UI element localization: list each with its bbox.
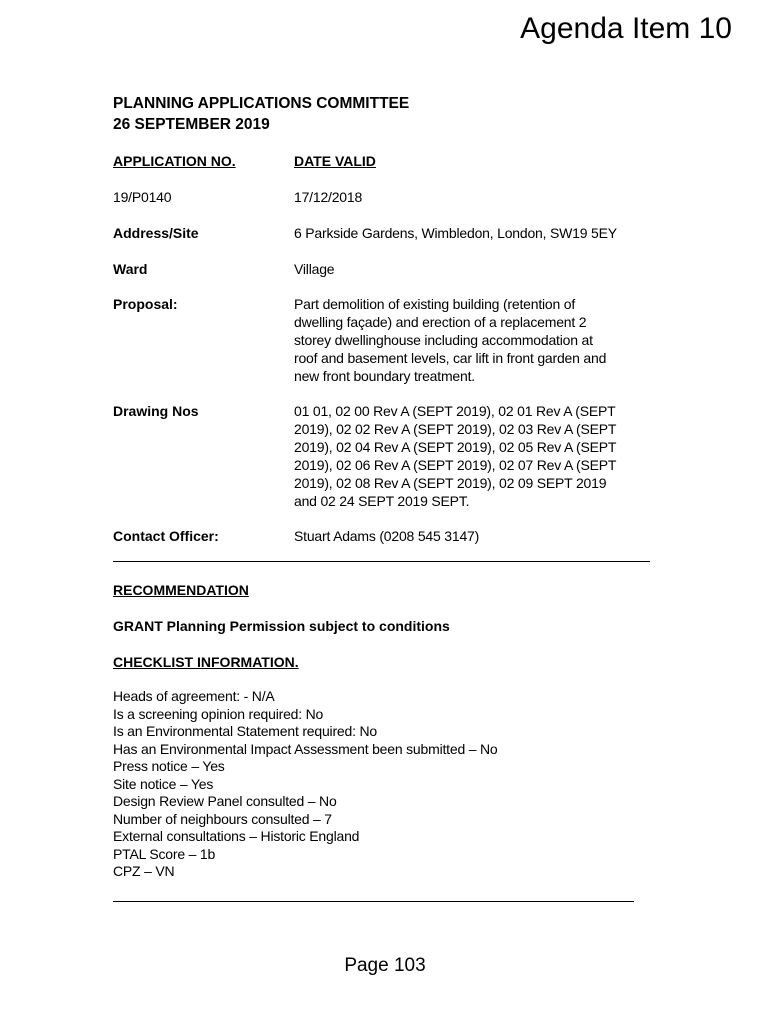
drawing-nos-text: 01 01, 02 00 Rev A (SEPT 2019), 02 01 Rev A (SEPT 2019), 02 02 Rev A (SEPT 2019), 02 03 Rev A (SEPT 2019), 02 04 Rev A (SEPT 2019), 02 05 Rev A (SEPT 2019), 02 06 Rev A (SEPT 2019), 02 07 Rev A (SEPT 2019), 02 08 Rev A (SEPT 2019), 02 09 SEPT 2019 and 02 24 SEPT 2019 SEPT. bbox=[294, 403, 617, 509]
address-label: Address/Site bbox=[113, 225, 199, 241]
application-no-label: APPLICATION NO. bbox=[113, 153, 236, 169]
agenda-item-heading: Agenda Item 10 bbox=[520, 12, 732, 45]
proposal-label: Proposal: bbox=[113, 296, 178, 312]
checklist-item: CPZ – VN bbox=[113, 863, 175, 879]
checklist-list bbox=[113, 688, 498, 881]
address-value: 6 Parkside Gardens, Wimbledon, London, SW19 5EY bbox=[294, 225, 617, 241]
checklist-item: Number of neighbours consulted – 7 bbox=[113, 810, 332, 827]
committee-title: PLANNING APPLICATIONS COMMITTEE bbox=[113, 95, 410, 112]
checklist-item: Site notice – Yes bbox=[113, 775, 214, 792]
checklist-item: Design Review Panel consulted – No bbox=[113, 793, 337, 809]
checklist-item: Heads of agreement: - N/A bbox=[113, 688, 275, 704]
checklist-divider bbox=[113, 901, 634, 902]
ward-value: Village bbox=[294, 261, 335, 277]
contact-officer-label: Contact Officer: bbox=[113, 528, 219, 544]
checklist-item: PTAL Score – 1b bbox=[113, 845, 216, 862]
checklist-item: Is a screening opinion required: No bbox=[113, 705, 324, 722]
checklist-item: Is an Environmental Statement required: No bbox=[113, 723, 377, 739]
contact-officer-value: Stuart Adams (0208 545 3147) bbox=[294, 528, 480, 544]
page-number: Page 103 bbox=[344, 955, 426, 976]
date-valid-label: DATE VALID bbox=[294, 153, 376, 169]
section-divider bbox=[113, 561, 650, 562]
ward-label: Ward bbox=[113, 261, 148, 277]
drawing-nos-label: Drawing Nos bbox=[113, 403, 199, 419]
application-no-value: 19/P0140 bbox=[113, 189, 172, 205]
meeting-date: 26 SEPTEMBER 2019 bbox=[113, 116, 270, 133]
date-valid-value: 17/12/2018 bbox=[294, 189, 363, 205]
checklist-item: Press notice – Yes bbox=[113, 758, 225, 774]
checklist-heading: CHECKLIST INFORMATION. bbox=[113, 654, 299, 670]
recommendation-heading: RECOMMENDATION bbox=[113, 582, 249, 598]
proposal-text: Part demolition of existing building (retention of dwelling façade) and erection of a replacement 2 storey dwellinghouse including accommodation at roof and basement levels, car lift in front garden and new front boundary treatment. bbox=[294, 296, 607, 384]
recommendation-text: GRANT Planning Permission subject to conditions bbox=[113, 618, 450, 634]
checklist-item: External consultations – Historic England bbox=[113, 828, 360, 844]
checklist-item: Has an Environmental Impact Assessment been submitted – No bbox=[113, 740, 498, 757]
